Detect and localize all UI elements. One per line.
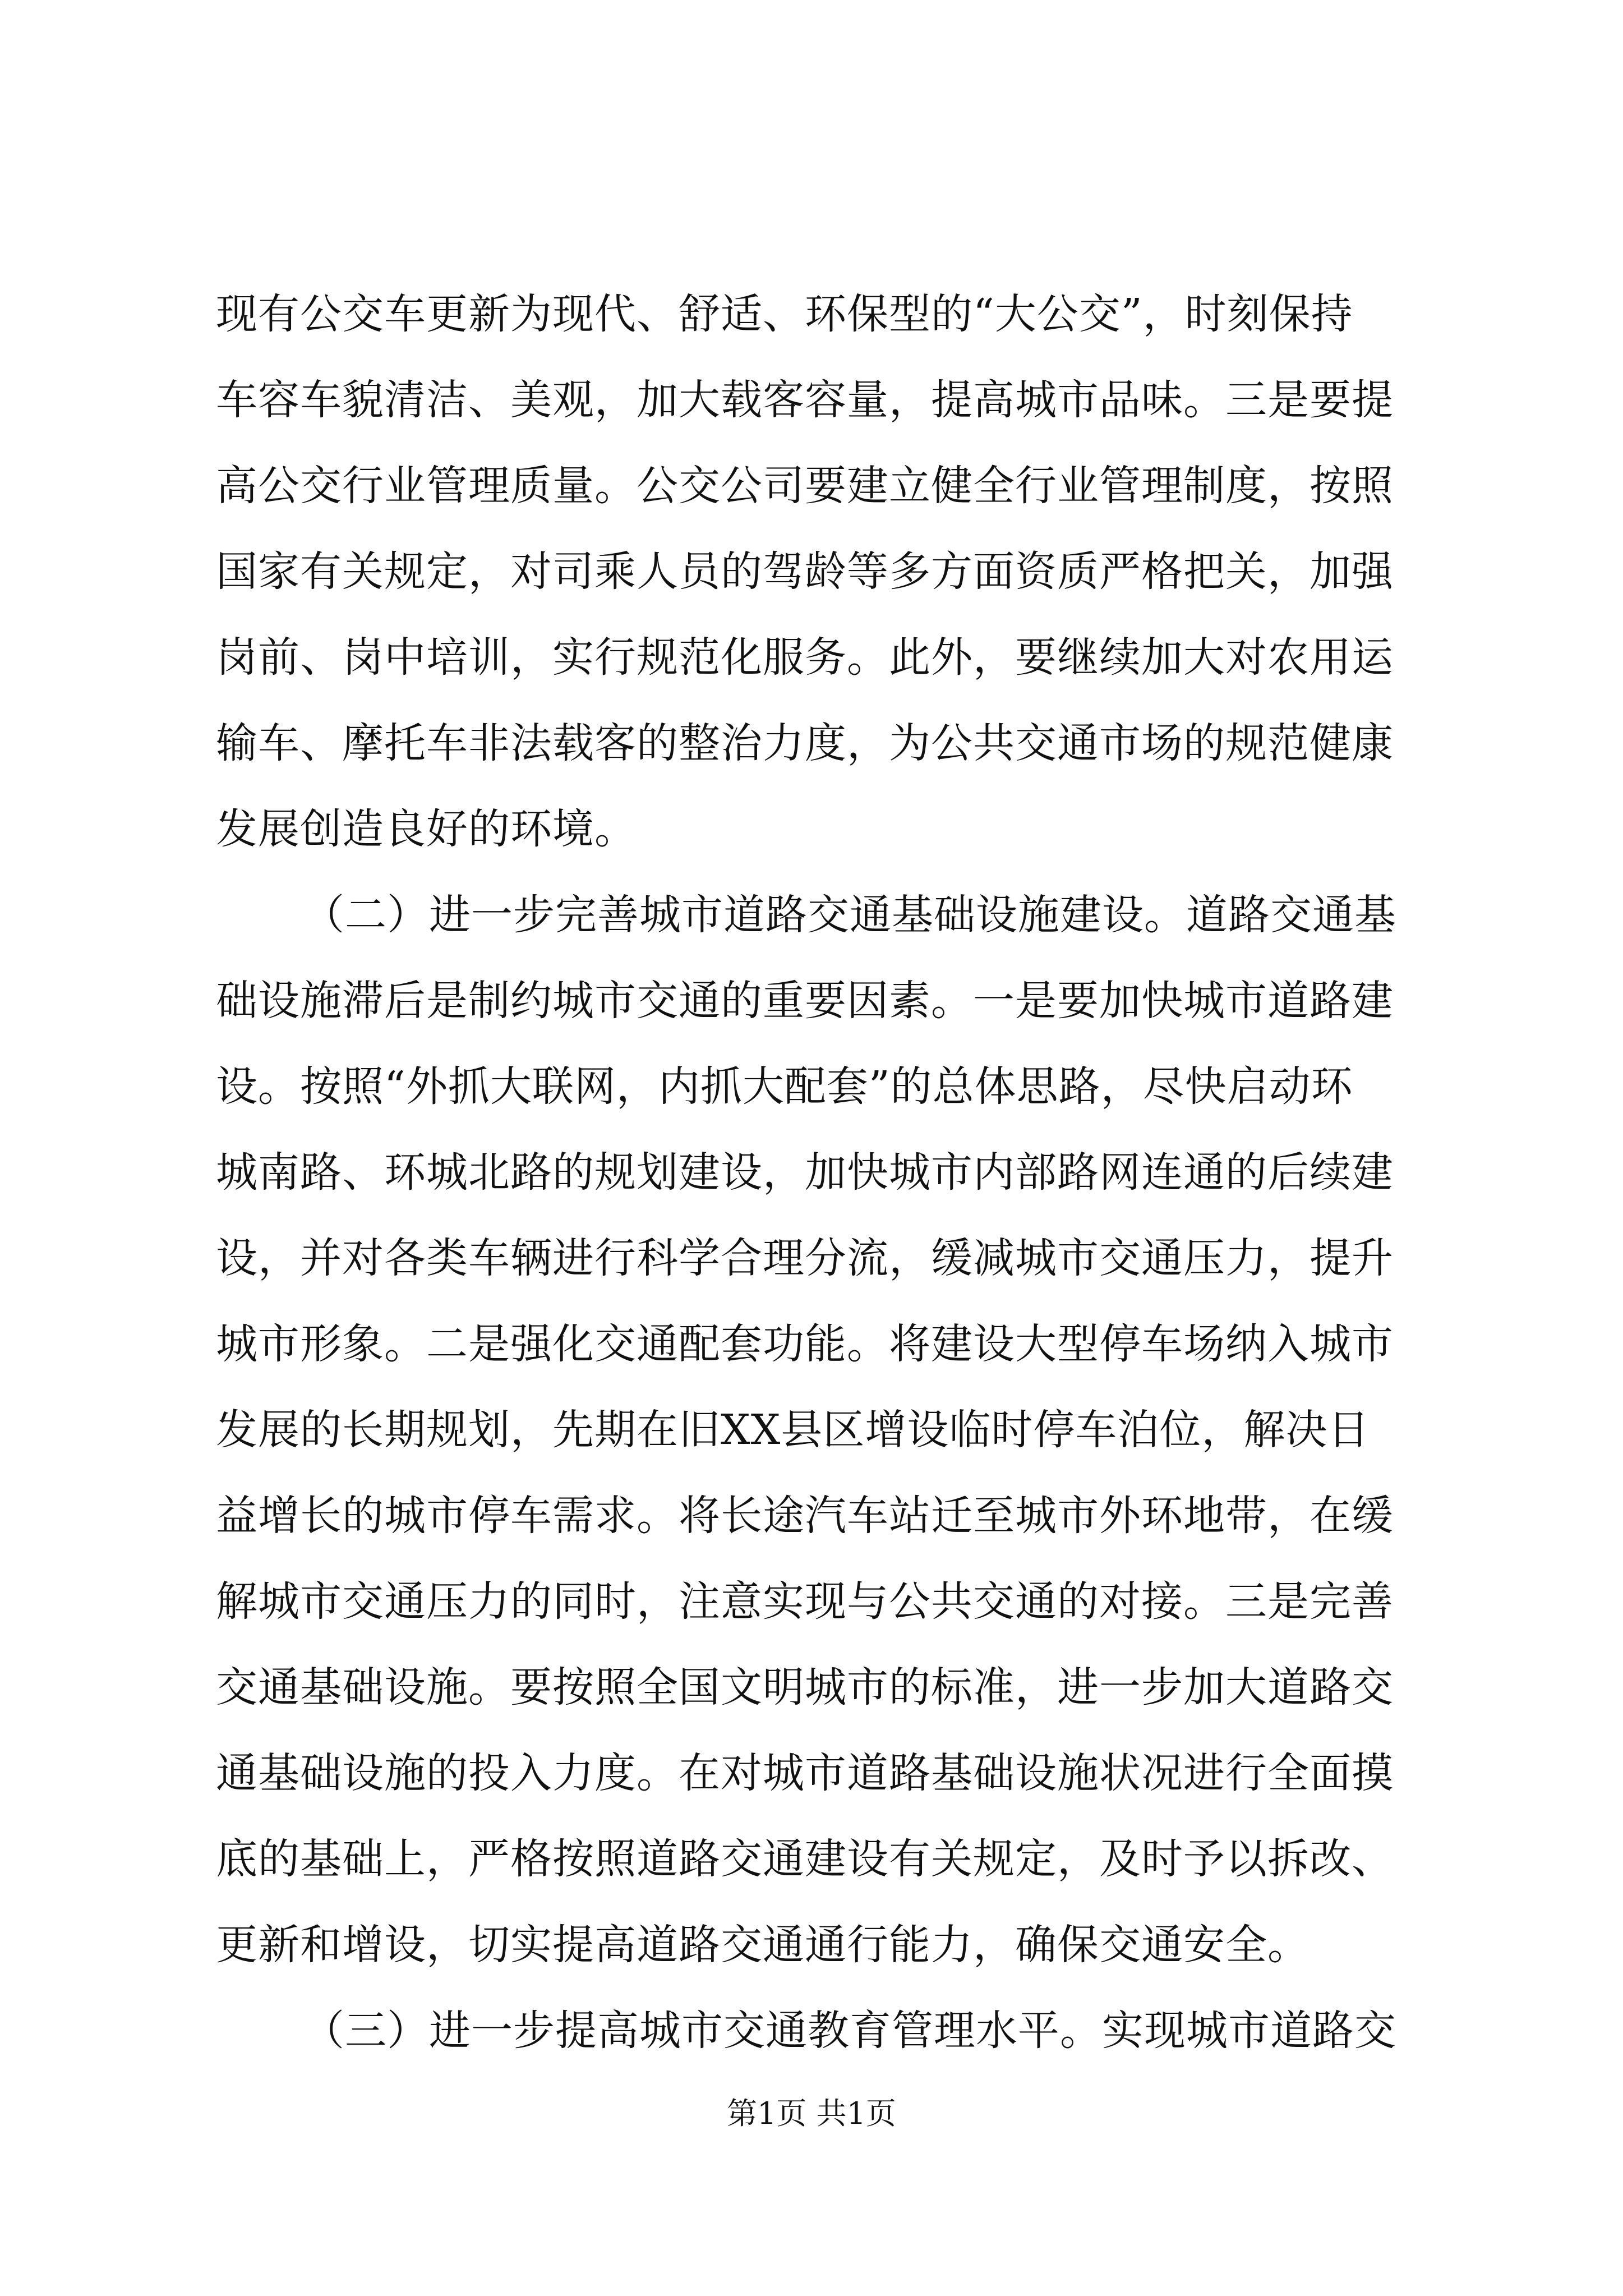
section-heading-line: （三）进一步提高城市交通教育管理水平。实现城市道路交 — [303, 2007, 1396, 2055]
text-line: 国家有关规定，对司乘人员的驾龄等多方面资质严格把关，加强 — [216, 547, 1394, 596]
text-line: 设，并对各类车辆进行科学合理分流，缓减城市交通压力，提升 — [216, 1234, 1394, 1282]
text-line: 通基础设施的投入力度。在对城市道路基础设施状况进行全面摸 — [216, 1749, 1394, 1797]
text-line: 发展创造良好的环境。 — [216, 805, 637, 853]
text-line: 城市形象。二是强化交通配套功能。将建设大型停车场纳入城市 — [216, 1320, 1394, 1368]
section-heading-line: （二）进一步完善城市道路交通基础设施建设。道路交通基 — [303, 891, 1396, 939]
text-line: 底的基础上，严格按照道路交通建设有关规定，及时予以拆改、 — [216, 1835, 1394, 1883]
page-footer: 第1页 共1页 — [727, 2096, 896, 2131]
text-line: 高公交行业管理质量。公交公司要建立健全行业管理制度，按照 — [216, 462, 1394, 510]
text-line: 益增长的城市停车需求。将长途汽车站迁至城市外环地带，在缓 — [216, 1492, 1394, 1540]
text-line: 解城市交通压力的同时，注意实现与公共交通的对接。三是完善 — [216, 1577, 1394, 1626]
text-line: 车容车貌清洁、美观，加大载客容量，提高城市品味。三是要提 — [216, 376, 1394, 424]
text-line: 础设施滞后是制约城市交通的重要因素。一是要加快城市道路建 — [216, 977, 1394, 1025]
text-line: 更新和增设，切实提高道路交通通行能力，确保交通安全。 — [216, 1921, 1310, 1969]
text-line: 岗前、岗中培训，实行规范化服务。此外，要继续加大对农用运 — [216, 633, 1394, 682]
text-line: 发展的长期规划，先期在旧XX县区增设临时停车泊位，解决日 — [216, 1406, 1370, 1454]
text-line: 交通基础设施。要按照全国文明城市的标准，进一步加大道路交 — [216, 1663, 1394, 1711]
text-line: 设。按照“外抓大联网，内抓大配套”的总体思路，尽快启动环 — [216, 1062, 1353, 1111]
text-line: 城南路、环城北路的规划建设，加快城市内部路网连通的后续建 — [216, 1148, 1394, 1197]
text-line: 现有公交车更新为现代、舒适、环保型的“大公交”，时刻保持 — [216, 290, 1353, 338]
text-line: 输车、摩托车非法载客的整治力度，为公共交通市场的规范健康 — [216, 719, 1394, 767]
